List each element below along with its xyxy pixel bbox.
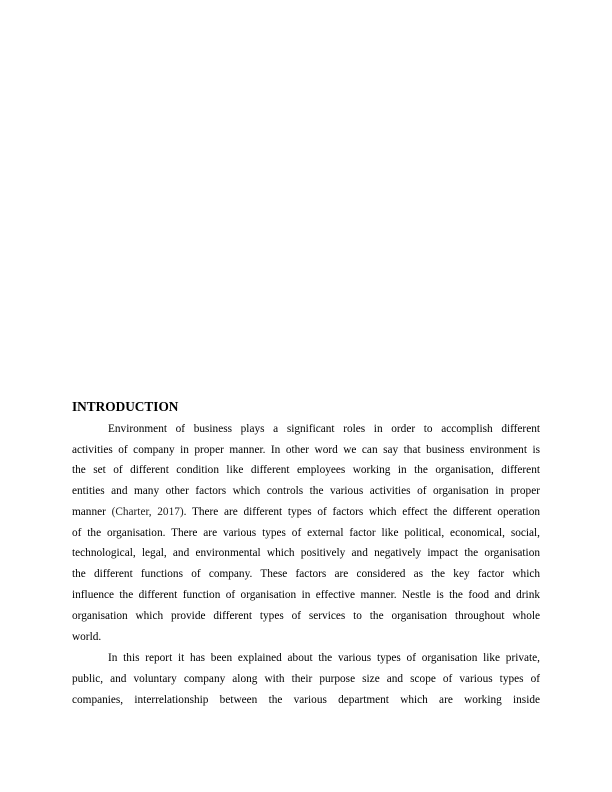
line-5-end: . There are different types of factors which effect the different operation [183,506,540,518]
paragraph-1-line-3: the set of different condition like different employees working in the organisation, different [72,464,540,476]
paragraph-1-line-5 [72,505,540,519]
paragraph-1-line-7: technological, legal, and environmental which positively and negatively impact the organisation [72,547,540,559]
paragraph-2-line-3: companies, interrelationship between the various department which are working inside [72,694,540,706]
line-5-start: manner [72,506,112,518]
paragraph-1-line-9: influence the different function of organisation in effective manner. Nestle is the food and drink [72,589,540,601]
paragraph-1-line-4: entities and many other factors which controls the various activities of organisation in proper [72,485,540,497]
citation: (Charter, 2017) [111,506,184,518]
paragraph-2-line-1: In this report it has been explained about the various types of organisation like private, [108,652,540,664]
section-heading: INTRODUCTION [72,399,179,414]
paragraph-1-line-8: the different functions of company. These factors are considered as the key factor which [72,568,540,580]
paragraph-1-line-2: activities of company in proper manner. In other word we can say that business environment is [72,444,540,456]
paragraph-2-line-2: public, and voluntary company along with their purpose size and scope of various types of [72,673,540,685]
paragraph-1-line-10: organisation which provide different types of services to the organisation throughout whole [72,610,540,622]
paragraph-1-line-1: Environment of business plays a significant roles in order to accomplish different [108,423,540,435]
paragraph-1-line-11: world. [72,631,102,643]
paragraph-1-line-6: of the organisation. There are various types of external factor like political, economical, social, [72,527,540,539]
